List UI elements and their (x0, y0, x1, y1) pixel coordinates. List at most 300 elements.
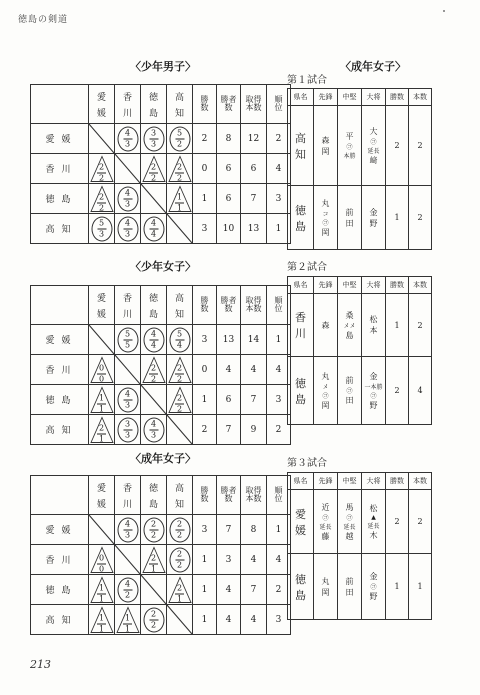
row-team-label: 高知 (45, 616, 78, 626)
stat-column-header (193, 286, 217, 325)
team-name-bottom: 川 (122, 499, 132, 510)
team-match-table (287, 276, 432, 425)
player-cell (362, 186, 386, 250)
player-cell (362, 554, 386, 620)
loss-triangle-mark (142, 356, 166, 383)
win-circle-mark (117, 577, 138, 602)
stat-value: 2 (267, 124, 291, 154)
team-name-bottom: 島 (148, 309, 158, 320)
wins-count: 2 (176, 393, 183, 403)
diagonal-line (115, 355, 140, 384)
team-section-title: 〈成年女子〉 (340, 60, 406, 73)
player-cell (338, 106, 362, 186)
team-name-top: 高 (174, 483, 184, 494)
match-cell (167, 184, 193, 214)
player-name (338, 308, 361, 343)
match-cell (167, 515, 193, 545)
row-team-name (31, 605, 89, 635)
player-name (314, 133, 337, 159)
match-cell (89, 184, 115, 214)
row-team-label: 高知 (45, 225, 78, 235)
team-match-table (287, 472, 432, 620)
stat-value: 3 (267, 385, 291, 415)
wins-count: 2 (176, 363, 183, 373)
team-name (89, 88, 114, 121)
points-count: 2 (176, 374, 183, 384)
loss-triangle-mark (90, 356, 114, 383)
win-circle-mark (143, 517, 164, 542)
bout-mark: ㋙ (346, 388, 353, 395)
points-count: 4 (150, 340, 157, 349)
wins-count: 4 (124, 389, 131, 398)
points-value: 2 (409, 490, 432, 554)
points-value: 4 (409, 357, 432, 425)
player-name (362, 369, 385, 413)
prefecture-char: 川 (295, 327, 306, 340)
wins-count: 2 (150, 162, 157, 172)
wins-count: 2 (150, 553, 157, 563)
player-name-top: 前 (345, 207, 354, 217)
team-name-top: 香 (122, 483, 132, 494)
team-name-top: 徳 (148, 92, 158, 103)
team-name (115, 479, 140, 512)
stat-label (193, 286, 216, 324)
corner-cell (31, 286, 89, 325)
wins-count: 2 (176, 519, 183, 528)
self-match-cell (141, 575, 167, 605)
self-match-cell (141, 385, 167, 415)
bout-mark: 延長 (343, 523, 356, 531)
wins-count: 1 (176, 192, 183, 202)
team-match-header-cell: 中堅 (338, 89, 362, 106)
stat-label-line: 数 (200, 103, 209, 112)
player-name-bottom: 越 (345, 531, 354, 541)
stat-value: 7 (241, 575, 267, 605)
stat-label (241, 476, 266, 514)
stat-label-line: 順 (274, 95, 283, 104)
team-row (31, 605, 291, 635)
win-circle-mark (91, 216, 112, 241)
match-cell (115, 515, 141, 545)
player-cell (314, 106, 338, 186)
player-name (362, 205, 385, 231)
player-name-bottom: 田 (345, 396, 354, 405)
points-count: 1 (150, 564, 157, 574)
team-name-top: 徳 (148, 483, 158, 494)
diagonal-line (141, 385, 166, 414)
player-name-top: 金 (369, 371, 378, 381)
stat-value: 2 (193, 124, 217, 154)
player-name-bottom: 野 (369, 218, 378, 228)
prefecture-cell (288, 186, 314, 250)
prefecture-char: 媛 (295, 523, 306, 537)
stat-value: 1 (193, 545, 217, 575)
row-team-name (31, 545, 89, 575)
wins-value: 1 (386, 294, 409, 357)
loss-triangle-mark (168, 155, 192, 182)
team-column-header (115, 476, 141, 515)
player-cell (362, 294, 386, 357)
round-robin-table (30, 285, 291, 445)
bout-mark: ㋙ (346, 144, 353, 151)
points-count: 3 (124, 530, 131, 539)
page-header: 徳島の剣道 (18, 15, 69, 25)
player-name (314, 196, 337, 240)
team-name-top: 香 (122, 293, 132, 304)
team-column-header (167, 476, 193, 515)
win-circle-mark (169, 126, 190, 151)
wins-count: 2 (176, 583, 183, 593)
win-circle-mark (143, 327, 164, 352)
player-name-bottom: 藤 (321, 531, 330, 541)
team-match-header-cell: 勝数 (386, 277, 409, 294)
points-count: 2 (98, 173, 105, 183)
stat-label (241, 286, 266, 324)
team-match-row (288, 554, 432, 620)
corner-cell (31, 476, 89, 515)
team-match-header (288, 473, 432, 490)
stat-value: 3 (193, 214, 217, 244)
stat-value: 6 (217, 154, 241, 184)
bout-mark: ▲ (371, 513, 376, 521)
wins-count: 4 (124, 579, 131, 588)
bout-mark: メメ (343, 322, 356, 330)
player-cell (362, 357, 386, 425)
player-cell (338, 554, 362, 620)
points-count: 0 (98, 374, 105, 384)
match-cell (89, 605, 115, 635)
prefecture-char: 高 (295, 131, 306, 145)
stat-label-line: 数 (224, 494, 233, 503)
stat-value: 9 (241, 415, 267, 445)
stat-column-header (241, 476, 267, 515)
win-circle-mark (117, 387, 138, 412)
team-column-header (167, 85, 193, 124)
team-match-header-cell: 県名 (288, 89, 314, 106)
stat-label-line: 取得 (245, 296, 262, 305)
wins-count: 5 (124, 329, 131, 338)
row-team-label: 徳島 (45, 396, 78, 406)
loss-triangle-mark (168, 386, 192, 413)
match-cell (115, 184, 141, 214)
points-count: 3 (124, 400, 131, 409)
team-name-top: 愛 (96, 92, 106, 103)
loss-triangle-mark (168, 576, 192, 603)
prefecture-name (288, 309, 313, 341)
diagonal-line (141, 575, 166, 604)
team-name (141, 479, 166, 512)
diagonal-line (141, 184, 166, 213)
player-name-bottom: 岡 (321, 227, 330, 237)
player-name-top: 大 (369, 126, 378, 136)
match-label: 第２試合 (287, 262, 327, 273)
team-match-header-cell: 中堅 (338, 473, 362, 490)
stat-value: 8 (241, 515, 267, 545)
row-team-name (31, 325, 89, 355)
team-match-header-cell: 先鋒 (314, 473, 338, 490)
player-name (314, 500, 337, 544)
prefecture-cell (288, 357, 314, 425)
stat-label-line: 順 (274, 486, 283, 495)
team-name (167, 289, 192, 322)
match-cell (141, 325, 167, 355)
player-name-top: 前 (345, 376, 354, 385)
self-match-cell (167, 214, 193, 244)
player-name-top: 松 (369, 503, 378, 513)
wins-count: 2 (150, 363, 157, 373)
team-name-bottom: 媛 (96, 499, 106, 510)
row-team-label: 高知 (45, 426, 78, 436)
stat-label-line: 勝 (200, 486, 209, 495)
rr-table-title: 〈成年女子〉 (130, 452, 196, 465)
points-count: 2 (150, 374, 157, 384)
team-name (167, 479, 192, 512)
match-cell (141, 154, 167, 184)
team-name-bottom: 川 (122, 309, 132, 320)
stat-value: 1 (267, 214, 291, 244)
stat-value: 8 (217, 124, 241, 154)
stat-label-line: 位 (274, 103, 283, 112)
stat-label-line: 勝者 (220, 95, 237, 104)
row-team-name (31, 355, 89, 385)
team-name-top: 愛 (96, 293, 106, 304)
player-name (338, 373, 361, 408)
stat-label (217, 476, 240, 514)
stat-value: 7 (241, 385, 267, 415)
player-cell (338, 357, 362, 425)
wins-count: 5 (98, 218, 105, 227)
self-match-cell (167, 415, 193, 445)
team-match-header-cell: 県名 (288, 473, 314, 490)
prefecture-cell (288, 106, 314, 186)
row-team-name (31, 385, 89, 415)
stat-label (217, 85, 240, 123)
points-count: 1 (98, 434, 105, 444)
loss-triangle-mark (90, 546, 114, 573)
points-value: 2 (409, 106, 432, 186)
bout-mark: メ (322, 383, 329, 391)
win-circle-mark (143, 216, 164, 241)
team-match-header-cell: 県名 (288, 277, 314, 294)
stat-label-line: 数 (224, 304, 233, 313)
team-row (31, 575, 291, 605)
prefecture-char: 島 (295, 219, 306, 233)
bout-mark: ㋙ (322, 514, 329, 522)
stat-label-line: 勝者 (220, 296, 237, 305)
wins-count: 4 (150, 419, 157, 428)
player-name (362, 569, 385, 604)
points-count: 1 (98, 624, 105, 634)
player-name-top: 森 (321, 320, 330, 330)
stat-value: 7 (217, 515, 241, 545)
match-cell (167, 124, 193, 154)
prefecture-cell (288, 294, 314, 357)
match-cell (167, 385, 193, 415)
row-team-name (31, 415, 89, 445)
wins-value: 2 (386, 490, 409, 554)
win-circle-mark (143, 126, 164, 151)
team-column-header (115, 286, 141, 325)
player-cell (338, 490, 362, 554)
wins-count: 4 (124, 218, 131, 227)
player-name (362, 501, 385, 543)
row-team-name (31, 124, 89, 154)
team-match-row (288, 186, 432, 250)
team-match-header-cell: 本数 (409, 89, 432, 106)
team-match-header-cell: 本数 (409, 473, 432, 490)
win-circle-mark (117, 517, 138, 542)
bout-mark: ㋙ (370, 584, 377, 591)
loss-triangle-mark (90, 606, 114, 633)
wins-count: 3 (124, 419, 131, 428)
stat-value: 4 (241, 605, 267, 635)
self-match-cell (89, 325, 115, 355)
wins-value: 1 (386, 554, 409, 620)
stat-value: 1 (193, 385, 217, 415)
player-name-bottom: 野 (369, 592, 378, 601)
row-team-label: 香川 (45, 366, 78, 376)
loss-triangle-mark (142, 155, 166, 182)
points-count: 1 (98, 594, 105, 604)
team-match-row (288, 294, 432, 357)
points-count: 3 (124, 430, 131, 439)
stat-value: 3 (193, 325, 217, 355)
self-match-cell (167, 605, 193, 635)
team-name-bottom: 川 (122, 108, 132, 119)
stat-value: 13 (217, 325, 241, 355)
prefecture-char: 島 (295, 392, 306, 406)
prefecture-char: 徳 (295, 203, 306, 217)
player-cell (362, 106, 386, 186)
header-row (31, 476, 291, 515)
loss-triangle-mark (116, 606, 140, 633)
team-name (89, 289, 114, 322)
loss-triangle-mark (90, 416, 114, 443)
match-cell (89, 214, 115, 244)
team-match-header-cell: 勝数 (386, 89, 409, 106)
player-name (314, 318, 337, 333)
team-match-header-cell: 中堅 (338, 277, 362, 294)
loss-triangle-mark (90, 576, 114, 603)
team-row (31, 385, 291, 415)
points-count: 2 (176, 560, 183, 569)
stat-label (241, 85, 266, 123)
wins-count: 0 (98, 553, 105, 563)
prefecture-char: 愛 (295, 507, 306, 521)
team-name-bottom: 知 (174, 309, 184, 320)
points-count: 2 (150, 620, 157, 629)
stat-value: 4 (217, 605, 241, 635)
win-circle-mark (117, 327, 138, 352)
team-name (89, 479, 114, 512)
team-match-table (287, 88, 432, 250)
match-cell (89, 355, 115, 385)
wins-count: 4 (150, 329, 157, 338)
stat-label-line: 数 (200, 304, 209, 313)
row-team-name (31, 515, 89, 545)
match-cell (141, 355, 167, 385)
player-name-bottom: 岡 (321, 146, 330, 156)
wins-count: 3 (150, 128, 157, 137)
stat-label-line: 順 (274, 296, 283, 305)
team-name-bottom: 知 (174, 499, 184, 510)
player-cell (314, 294, 338, 357)
stat-label-line: 数 (200, 494, 209, 503)
points-count: 1 (176, 203, 183, 213)
row-team-label: 愛媛 (45, 135, 78, 145)
player-cell (314, 554, 338, 620)
stat-label-line: 本数 (245, 304, 262, 313)
match-cell (141, 515, 167, 545)
stat-value: 7 (241, 184, 267, 214)
stat-value: 4 (241, 545, 267, 575)
stat-value: 4 (217, 355, 241, 385)
match-cell (141, 124, 167, 154)
wins-count: 1 (98, 393, 105, 403)
loss-triangle-mark (168, 185, 192, 212)
loss-triangle-mark (90, 185, 114, 212)
wins-count: 2 (150, 519, 157, 528)
points-value: 2 (409, 294, 432, 357)
wins-count: 2 (176, 162, 183, 172)
player-name-top: 松 (369, 315, 378, 324)
win-circle-mark (117, 417, 138, 442)
stat-value: 1 (267, 325, 291, 355)
match-cell (141, 214, 167, 244)
header-row (31, 85, 291, 124)
points-count: 3 (124, 139, 131, 148)
match-cell (167, 325, 193, 355)
team-name-bottom: 島 (148, 499, 158, 510)
player-name-bottom: 﨑 (369, 155, 378, 165)
loss-triangle-mark (168, 356, 192, 383)
player-cell (314, 186, 338, 250)
team-row (31, 184, 291, 214)
rr-table-title: 〈少年男子〉 (130, 60, 196, 73)
stat-value: 3 (267, 184, 291, 214)
match-cell (115, 415, 141, 445)
points-count: 2 (98, 203, 105, 213)
match-cell (167, 575, 193, 605)
points-count: 2 (150, 173, 157, 183)
bout-mark: ㋙ (370, 392, 377, 400)
points-value: 2 (409, 186, 432, 250)
win-circle-mark (117, 186, 138, 211)
wins-count: 4 (150, 218, 157, 227)
prefecture-name (288, 571, 313, 603)
match-cell (115, 124, 141, 154)
stat-value: 4 (267, 355, 291, 385)
team-column-header (89, 85, 115, 124)
player-name-bottom: 田 (345, 218, 354, 228)
wins-count: 0 (98, 363, 105, 373)
speck (443, 10, 445, 12)
player-name-bottom: 野 (369, 400, 378, 410)
stat-label-line: 取得 (245, 486, 262, 495)
player-name-top: 森 (321, 135, 330, 145)
win-circle-mark (169, 517, 190, 542)
team-name (141, 88, 166, 121)
row-team-label: 徳島 (45, 195, 78, 205)
points-count: 3 (150, 430, 157, 439)
stat-value: 1 (193, 575, 217, 605)
stat-value: 0 (193, 355, 217, 385)
team-row (31, 154, 291, 184)
stat-column-header (193, 85, 217, 124)
bout-mark: コ (322, 210, 329, 218)
player-name-bottom: 木 (369, 530, 378, 540)
bout-mark: ㋙ (370, 138, 377, 146)
